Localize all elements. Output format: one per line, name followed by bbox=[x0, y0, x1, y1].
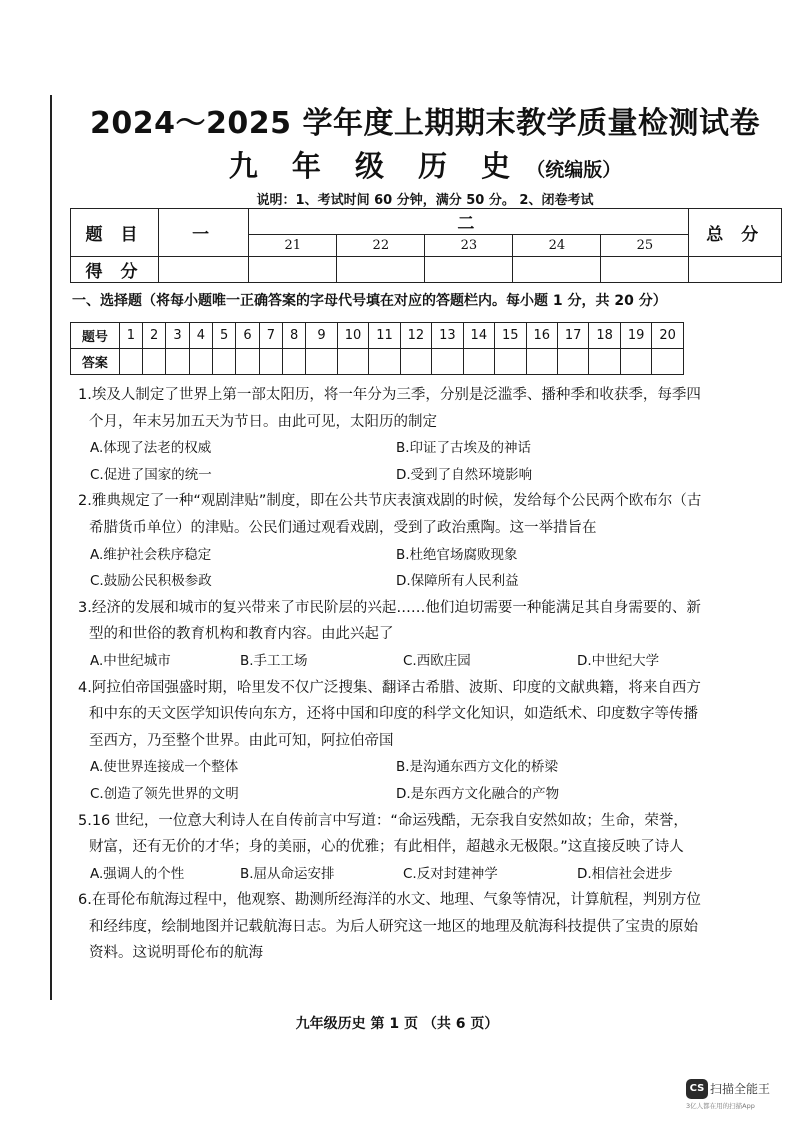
question-3 bbox=[78, 595, 702, 675]
subject-label: 题 目 bbox=[71, 209, 159, 257]
scanner-logo-icon: CS bbox=[686, 1079, 708, 1099]
question-5 bbox=[78, 808, 702, 888]
question-number-cell: 14 bbox=[463, 323, 494, 349]
sub-number-21: 21 bbox=[249, 235, 337, 257]
question-stem: 4.阿拉伯帝国强盛时期，哈里发不仅广泛搜集、翻译古希腊、波斯、印度的文献典籍，将来自西方和中东的天文医学知识传向东方，还将中国和印度的科学文化知识，如造纸术、印度数字等传播至西方，乃至整个世界。由此可知，阿拉伯帝国 bbox=[78, 679, 701, 749]
answer-cell bbox=[259, 349, 282, 375]
answer-cell bbox=[119, 349, 142, 375]
answer-cell bbox=[166, 349, 189, 375]
sub-number-23: 23 bbox=[425, 235, 513, 257]
option-list bbox=[78, 542, 702, 595]
exam-title: 2024～2025 学年度上期期末教学质量检测试卷 bbox=[90, 106, 760, 141]
question-number-cell: 2 bbox=[143, 323, 166, 349]
question-2 bbox=[78, 488, 702, 594]
answer-cell bbox=[557, 349, 588, 375]
question-list bbox=[78, 382, 702, 967]
question-number-cell: 5 bbox=[213, 323, 236, 349]
option-a: A.强调人的个性 bbox=[90, 865, 185, 882]
answer-cell bbox=[369, 349, 400, 375]
answer-cell bbox=[306, 349, 337, 375]
option-a: A.中世纪城市 bbox=[90, 652, 171, 669]
question-stem: 6.在哥伦布航海过程中，他观察、勘测所经海洋的水文、地理、气象等情况，计算航程，判别方位和经纬度，绘制地图并记载航海日志。为后人研究这一地区的地理及航海科技提供了宝贵的原始资料。这说明哥伦布的航海 bbox=[78, 892, 701, 962]
exam-subtitle bbox=[70, 144, 780, 185]
option-c: C.西欧庄园 bbox=[403, 652, 471, 669]
exam-notes: 说明：1、考试时间 60 分钟，满分 50 分。 2、闭卷考试 bbox=[256, 193, 594, 208]
binding-line bbox=[50, 95, 52, 1000]
option-a: A.使世界连接成一个整体 bbox=[90, 759, 239, 776]
answer-cell bbox=[143, 349, 166, 375]
answer-cell bbox=[432, 349, 463, 375]
question-number-cell: 11 bbox=[369, 323, 400, 349]
option-c: C.创造了领先世界的文明 bbox=[90, 785, 239, 802]
question-number-cell: 1 bbox=[119, 323, 142, 349]
question-stem: 3.经济的发展和城市的复兴带来了市民阶层的兴起……他们迫切需要一种能满足其自身需要的、新型的和世俗的教育机构和教育内容。由此兴起了 bbox=[78, 599, 701, 643]
question-number-cell: 13 bbox=[432, 323, 463, 349]
answer-cell bbox=[620, 349, 651, 375]
answer-grid-number-row bbox=[71, 323, 684, 349]
edition-label: （统编版） bbox=[526, 159, 622, 181]
option-a: A.体现了法老的权威 bbox=[90, 440, 212, 457]
scanner-watermark bbox=[686, 1078, 786, 1110]
question-number-cell: 6 bbox=[236, 323, 259, 349]
option-b: B.杜绝官场腐败现象 bbox=[396, 546, 518, 563]
question-number-cell: 8 bbox=[283, 323, 306, 349]
option-d: D.中世纪大学 bbox=[577, 652, 660, 669]
page-footer: 九年级历史 第 1 页 （共 6 页） bbox=[295, 1016, 499, 1032]
question-number-cell: 4 bbox=[189, 323, 212, 349]
question-1 bbox=[78, 382, 702, 488]
answer-cell bbox=[495, 349, 526, 375]
score-cell-24 bbox=[513, 257, 601, 283]
part-one-label: 一 bbox=[159, 209, 249, 257]
answer-cell bbox=[213, 349, 236, 375]
question-number-cell: 18 bbox=[589, 323, 620, 349]
answer-cell bbox=[236, 349, 259, 375]
score-cell-23 bbox=[425, 257, 513, 283]
question-number-cell: 3 bbox=[166, 323, 189, 349]
answer-label: 答案 bbox=[71, 349, 120, 375]
scanner-app-name: 扫描全能王 bbox=[710, 1082, 771, 1096]
total-label: 总 分 bbox=[689, 209, 782, 257]
score-cell-total bbox=[689, 257, 782, 283]
question-number-cell: 15 bbox=[495, 323, 526, 349]
answer-cell bbox=[283, 349, 306, 375]
score-cell-22 bbox=[337, 257, 425, 283]
sub-number-22: 22 bbox=[337, 235, 425, 257]
number-label: 题号 bbox=[71, 323, 120, 349]
answer-cell bbox=[400, 349, 431, 375]
question-4 bbox=[78, 675, 702, 808]
option-b: B.屈从命运安排 bbox=[240, 865, 335, 882]
question-number-cell: 10 bbox=[337, 323, 368, 349]
question-number-cell: 17 bbox=[557, 323, 588, 349]
question-stem: 2.雅典规定了一种“观剧津贴”制度，即在公共节庆表演戏剧的时候，发给每个公民两个欧布尔（古希腊货币单位）的津贴。公民们通过观看戏剧，受到了政治熏陶。这一举措旨在 bbox=[78, 493, 702, 536]
subject-name: 九 年 级 历 史 bbox=[228, 149, 523, 183]
question-number-cell: 16 bbox=[526, 323, 557, 349]
option-list bbox=[78, 754, 702, 807]
question-stem: 5.16 世纪，一位意大利诗人在自传前言中写道：“命运残酷，无奈我自安然如故；生命，荣誉，财富，还有无价的才华；身的美丽，心的优雅；有此相伴，超越永无极限。”这直接反映了诗人 bbox=[78, 812, 688, 856]
answer-grid bbox=[70, 322, 684, 375]
question-number-cell: 7 bbox=[259, 323, 282, 349]
option-b: B.印证了古埃及的神话 bbox=[396, 440, 532, 457]
score-table bbox=[70, 208, 782, 283]
score-cell-21 bbox=[249, 257, 337, 283]
answer-cell bbox=[589, 349, 620, 375]
option-d: D.受到了自然环境影响 bbox=[396, 466, 533, 483]
answer-grid-answer-row bbox=[71, 349, 684, 375]
question-6 bbox=[78, 887, 702, 967]
scanner-tagline: 3亿人都在用的扫描App bbox=[686, 1101, 755, 1110]
question-number-cell: 12 bbox=[400, 323, 431, 349]
score-label: 得 分 bbox=[71, 257, 159, 283]
option-d: D.是东西方文化融合的产物 bbox=[396, 785, 560, 802]
question-number-cell: 19 bbox=[620, 323, 651, 349]
answer-cell bbox=[337, 349, 368, 375]
answer-cell bbox=[526, 349, 557, 375]
option-b: B.是沟通东西方文化的桥梁 bbox=[396, 759, 559, 776]
option-b: B.手工工场 bbox=[240, 652, 308, 669]
option-d: D.保障所有人民利益 bbox=[396, 573, 519, 590]
option-list bbox=[78, 861, 702, 888]
option-list bbox=[78, 648, 702, 675]
score-cell-part-one bbox=[159, 257, 249, 283]
answer-cell bbox=[463, 349, 494, 375]
option-c: C.反对封建神学 bbox=[403, 865, 498, 882]
answer-cell bbox=[189, 349, 212, 375]
part-two-label: 二 bbox=[249, 209, 689, 235]
section-one-heading: 一、选择题（将每小题唯一正确答案的字母代号填在对应的答题栏内。每小题 1 分，共 20 分） bbox=[72, 293, 667, 309]
score-cell-25 bbox=[601, 257, 689, 283]
option-d: D.相信社会进步 bbox=[577, 865, 673, 882]
option-list bbox=[78, 435, 702, 488]
question-number-cell: 20 bbox=[652, 323, 684, 349]
question-stem: 1.埃及人制定了世界上第一部太阳历，将一年分为三季，分别是泛滥季、播种季和收获季，每季四个月，年末另加五天为节日。由此可见，太阳历的制定 bbox=[78, 387, 701, 430]
option-c: C.促进了国家的统一 bbox=[90, 466, 212, 483]
sub-number-25: 25 bbox=[601, 235, 689, 257]
question-number-cell: 9 bbox=[306, 323, 337, 349]
option-c: C.鼓励公民积极参政 bbox=[90, 573, 212, 590]
option-a: A.维护社会秩序稳定 bbox=[90, 546, 212, 563]
sub-number-24: 24 bbox=[513, 235, 601, 257]
answer-cell bbox=[652, 349, 684, 375]
